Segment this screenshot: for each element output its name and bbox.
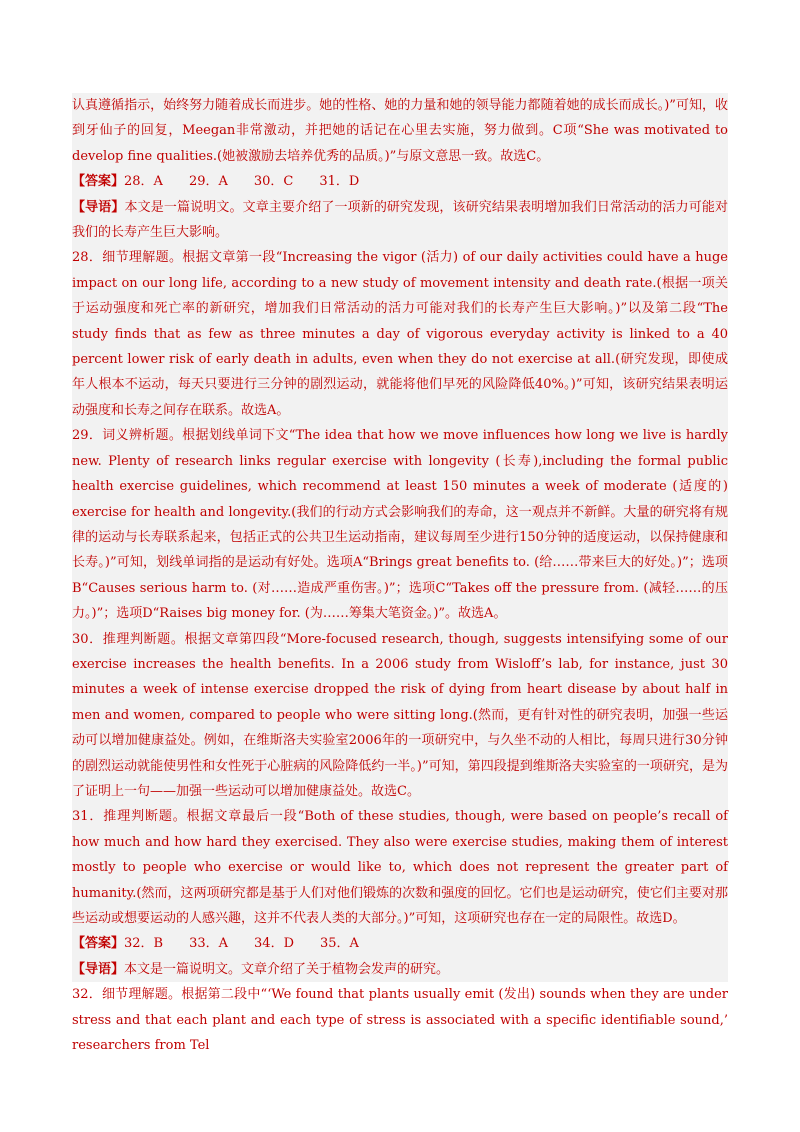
intro-line: 【导语】本文是一篇说明文。文章主要介绍了一项新的研究发现，该研究结果表明增加我们日常活动的活力可能对我们的长寿产生巨大影响。 <box>72 199 728 241</box>
intro-line: 【导语】本文是一篇说明文。文章介绍了关于植物会发声的研究。 <box>72 961 450 977</box>
answer-label: 【答案】 <box>72 936 125 952</box>
paragraph-continuation: 认真遵循指示，始终努力随着成长而进步。她的性格、她的力量和她的领导能力都随着她的成长而成长。)”可知，收到牙仙子的回复，Meegan非常激动，并把她的话记在心里去实施，努力做到。C项“She was motivated to develop fine qualities.(她被激励去培养优秀的品质。)”与原文意思一致。故选C。 <box>72 98 728 164</box>
intro-label: 【导语】 <box>72 199 125 215</box>
answer-explanation-block <box>72 93 728 982</box>
answer-line: 【答案】28．A 29．A 30．C 31．D <box>72 174 360 190</box>
answer-label: 【答案】 <box>72 174 125 190</box>
answer-line: 【答案】32．B 33．A 34．D 35．A <box>72 936 359 952</box>
intro-label: 【导语】 <box>72 961 125 977</box>
explanation-q29: 29．词义辨析题。根据划线单词下文“The idea that how we move influences how long we live is hardly new. Plenty of research links regular exercise with longevity (长寿),including the formal public health exercise guidelines, which recommend at least 150 minutes a week of moderate (适度的) exercise for health and longevity.(我们的行动方式会影响我们的寿命，这一观点并不新鲜。大量的研究将有规律的运动与长寿联系起来，包括正式的公共卫生运动指南，建议每周至少进行150分钟的适度运动，以保持健康和长寿。)”可知，划线单词指的是运动有好处。选项A“Brings great benefits to. (给……带来巨大的好处。)”；选项B“Causes serious harm to. (对……造成严重伤害。)”；选项C“Takes off the pressure from. (减轻……的压力。)”；选项D“Raises big money for. (为……筹集大笔资金。)”。故选A。 <box>72 428 728 622</box>
explanation-q31: 31．推理判断题。根据文章最后一段“Both of these studies, though, were based on people’s recall of how much and how hard they exercised. They also were exercise studies, making them of interest mostly to people who exercise or would like to, which does not represent the greater part of humanity.(然而，这两项研究都是基于人们对他们锻炼的次数和强度的回忆。它们也是运动研究，使它们主要对那些运动或想要运动的人感兴趣，这并不代表人类的大部分。)”可知，这项研究也存在一定的局限性。故选D。 <box>72 809 728 926</box>
explanation-q32: 32．细节理解题。根据第二段中“‘We found that plants usually emit (发出) sounds when they are under stress and that each plant and each type of stress is associated with a specific identifiable sound,’ researchers from Tel <box>72 987 728 1054</box>
explanation-q30: 30．推理判断题。根据文章第四段“More-focused research, though, suggests intensifying some of our exercise increases the health benefits. In a 2006 study from Wisloff’s lab, for instance, just 30 minutes a week of intense exercise dropped the risk of dying from heart disease by about half in men and women, compared to people who were sitting long.(然而，更有针对性的研究表明，加强一些运动可以增加健康益处。例如，在维斯洛夫实验室2006年的一项研究中，与久坐不动的人相比，每周只进行30分钟的剧烈运动就能使男性和女性死于心脏病的风险降低约一半。)”可知，第四段提到维斯洛夫实验室的一项研究，是为了证明上一句——加强一些运动可以增加健康益处。故选C。 <box>72 631 728 799</box>
document-page <box>72 93 728 1058</box>
explanation-q28: 28．细节理解题。根据文章第一段“Increasing the vigor (活力) of our daily activities could have a huge impact on our long life, according to a new study of movement intensity and death rate.(根据一项关于运动强度和死亡率的新研究，增加我们日常活动的活力可能对我们的长寿产生巨大影响。)”以及第二段“The study finds that as few as three minutes a day of vigorous everyday activity is linked to a 40 percent lower risk of early death in adults, even when they do not exercise at all.(研究发现，即使成年人根本不运动，每天只要进行三分钟的剧烈运动，就能将他们早死的风险降低40%。)”可知，该研究结果表明运动强度和长寿之间存在联系。故选A。 <box>72 250 728 418</box>
